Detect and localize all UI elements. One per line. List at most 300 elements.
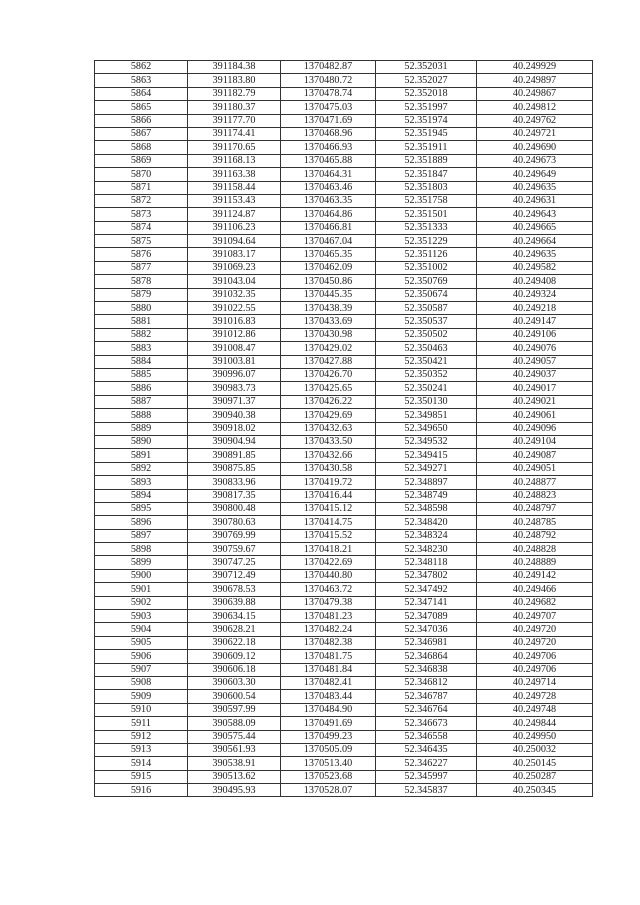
y-coordinate-cell: 1370481.23 — [281, 610, 376, 623]
longitude-cell: 40.249950 — [477, 730, 593, 743]
point-number-cell: 5905 — [95, 636, 188, 649]
y-coordinate-cell: 1370491.69 — [281, 717, 376, 730]
latitude-cell: 52.349851 — [376, 409, 477, 422]
x-coordinate-cell: 390875.85 — [188, 462, 281, 475]
y-coordinate-cell: 1370475.03 — [281, 101, 376, 114]
latitude-cell: 52.349415 — [376, 449, 477, 462]
table-row — [95, 382, 593, 395]
latitude-cell: 52.346864 — [376, 650, 477, 663]
longitude-cell: 40.249706 — [477, 663, 593, 676]
latitude-cell: 52.352027 — [376, 74, 477, 87]
table-row — [95, 556, 593, 569]
y-coordinate-cell: 1370426.70 — [281, 368, 376, 381]
y-coordinate-cell: 1370425.65 — [281, 382, 376, 395]
x-coordinate-cell: 391124.87 — [188, 208, 281, 221]
point-number-cell: 5892 — [95, 462, 188, 475]
latitude-cell: 52.351126 — [376, 248, 477, 261]
y-coordinate-cell: 1370433.50 — [281, 435, 376, 448]
longitude-cell: 40.248785 — [477, 516, 593, 529]
point-number-cell: 5902 — [95, 596, 188, 609]
table-row — [95, 87, 593, 100]
table-row — [95, 717, 593, 730]
y-coordinate-cell: 1370528.07 — [281, 784, 376, 797]
table-row — [95, 663, 593, 676]
longitude-cell: 40.249147 — [477, 315, 593, 328]
x-coordinate-cell: 390628.21 — [188, 623, 281, 636]
y-coordinate-cell: 1370427.88 — [281, 355, 376, 368]
point-number-cell: 5906 — [95, 650, 188, 663]
latitude-cell: 52.351803 — [376, 181, 477, 194]
longitude-cell: 40.249706 — [477, 650, 593, 663]
x-coordinate-cell: 390817.35 — [188, 489, 281, 502]
latitude-cell: 52.348230 — [376, 543, 477, 556]
point-number-cell: 5889 — [95, 422, 188, 435]
y-coordinate-cell: 1370483.44 — [281, 690, 376, 703]
latitude-cell: 52.347802 — [376, 569, 477, 582]
longitude-cell: 40.248828 — [477, 543, 593, 556]
point-number-cell: 5872 — [95, 194, 188, 207]
longitude-cell: 40.249897 — [477, 74, 593, 87]
latitude-cell: 52.350421 — [376, 355, 477, 368]
x-coordinate-cell: 391022.55 — [188, 302, 281, 315]
longitude-cell: 40.249748 — [477, 703, 593, 716]
point-number-cell: 5891 — [95, 449, 188, 462]
table-row — [95, 476, 593, 489]
longitude-cell: 40.249720 — [477, 623, 593, 636]
y-coordinate-cell: 1370462.09 — [281, 261, 376, 274]
y-coordinate-cell: 1370478.74 — [281, 87, 376, 100]
y-coordinate-cell: 1370432.66 — [281, 449, 376, 462]
y-coordinate-cell: 1370463.72 — [281, 583, 376, 596]
x-coordinate-cell: 390678.53 — [188, 583, 281, 596]
longitude-cell: 40.249665 — [477, 221, 593, 234]
longitude-cell: 40.249104 — [477, 435, 593, 448]
table-row — [95, 703, 593, 716]
point-number-cell: 5870 — [95, 168, 188, 181]
x-coordinate-cell: 391153.43 — [188, 194, 281, 207]
latitude-cell: 52.351974 — [376, 114, 477, 127]
y-coordinate-cell: 1370463.35 — [281, 194, 376, 207]
point-number-cell: 5896 — [95, 516, 188, 529]
x-coordinate-cell: 390780.63 — [188, 516, 281, 529]
y-coordinate-cell: 1370429.02 — [281, 342, 376, 355]
table-row — [95, 181, 593, 194]
point-number-cell: 5884 — [95, 355, 188, 368]
table-row — [95, 275, 593, 288]
y-coordinate-cell: 1370466.81 — [281, 221, 376, 234]
y-coordinate-cell: 1370465.35 — [281, 248, 376, 261]
longitude-cell: 40.249466 — [477, 583, 593, 596]
point-number-cell: 5879 — [95, 288, 188, 301]
longitude-cell: 40.249720 — [477, 636, 593, 649]
latitude-cell: 52.352031 — [376, 61, 477, 74]
x-coordinate-cell: 391069.23 — [188, 261, 281, 274]
table-row — [95, 409, 593, 422]
table-row — [95, 168, 593, 181]
y-coordinate-cell: 1370471.69 — [281, 114, 376, 127]
table-row — [95, 315, 593, 328]
table-row — [95, 114, 593, 127]
x-coordinate-cell: 391106.23 — [188, 221, 281, 234]
latitude-cell: 52.351889 — [376, 154, 477, 167]
latitude-cell: 52.348420 — [376, 516, 477, 529]
latitude-cell: 52.351911 — [376, 141, 477, 154]
longitude-cell: 40.249057 — [477, 355, 593, 368]
latitude-cell: 52.350587 — [376, 302, 477, 315]
latitude-cell: 52.351997 — [376, 101, 477, 114]
longitude-cell: 40.249812 — [477, 101, 593, 114]
latitude-cell: 52.351758 — [376, 194, 477, 207]
table-row — [95, 395, 593, 408]
y-coordinate-cell: 1370433.69 — [281, 315, 376, 328]
x-coordinate-cell: 391008.47 — [188, 342, 281, 355]
table-row — [95, 261, 593, 274]
table-row — [95, 422, 593, 435]
point-number-cell: 5887 — [95, 395, 188, 408]
table-row — [95, 355, 593, 368]
latitude-cell: 52.346227 — [376, 757, 477, 770]
y-coordinate-cell: 1370450.86 — [281, 275, 376, 288]
table-row — [95, 154, 593, 167]
x-coordinate-cell: 390609.12 — [188, 650, 281, 663]
table-row — [95, 650, 593, 663]
latitude-cell: 52.351945 — [376, 127, 477, 140]
y-coordinate-cell: 1370467.04 — [281, 235, 376, 248]
longitude-cell: 40.249635 — [477, 248, 593, 261]
table-row — [95, 248, 593, 261]
table-row — [95, 743, 593, 756]
x-coordinate-cell: 390891.85 — [188, 449, 281, 462]
x-coordinate-cell: 391183.80 — [188, 74, 281, 87]
coordinates-table-body — [95, 61, 593, 797]
latitude-cell: 52.350769 — [376, 275, 477, 288]
latitude-cell: 52.347141 — [376, 596, 477, 609]
point-number-cell: 5888 — [95, 409, 188, 422]
point-number-cell: 5910 — [95, 703, 188, 716]
point-number-cell: 5903 — [95, 610, 188, 623]
latitude-cell: 52.351229 — [376, 235, 477, 248]
point-number-cell: 5873 — [95, 208, 188, 221]
y-coordinate-cell: 1370482.41 — [281, 676, 376, 689]
table-row — [95, 770, 593, 783]
longitude-cell: 40.249649 — [477, 168, 593, 181]
latitude-cell: 52.348749 — [376, 489, 477, 502]
point-number-cell: 5914 — [95, 757, 188, 770]
point-number-cell: 5908 — [95, 676, 188, 689]
table-row — [95, 676, 593, 689]
table-row — [95, 610, 593, 623]
table-row — [95, 583, 593, 596]
x-coordinate-cell: 390983.73 — [188, 382, 281, 395]
x-coordinate-cell: 391168.13 — [188, 154, 281, 167]
y-coordinate-cell: 1370416.44 — [281, 489, 376, 502]
longitude-cell: 40.249021 — [477, 395, 593, 408]
latitude-cell: 52.345997 — [376, 770, 477, 783]
x-coordinate-cell: 390833.96 — [188, 476, 281, 489]
y-coordinate-cell: 1370430.98 — [281, 328, 376, 341]
y-coordinate-cell: 1370429.69 — [281, 409, 376, 422]
point-number-cell: 5911 — [95, 717, 188, 730]
point-number-cell: 5881 — [95, 315, 188, 328]
x-coordinate-cell: 391182.79 — [188, 87, 281, 100]
point-number-cell: 5912 — [95, 730, 188, 743]
table-row — [95, 449, 593, 462]
longitude-cell: 40.249408 — [477, 275, 593, 288]
longitude-cell: 40.249635 — [477, 181, 593, 194]
latitude-cell: 52.346838 — [376, 663, 477, 676]
x-coordinate-cell: 390561.93 — [188, 743, 281, 756]
table-row — [95, 302, 593, 315]
y-coordinate-cell: 1370438.39 — [281, 302, 376, 315]
table-row — [95, 489, 593, 502]
longitude-cell: 40.249096 — [477, 422, 593, 435]
table-row — [95, 502, 593, 515]
latitude-cell: 52.350130 — [376, 395, 477, 408]
point-number-cell: 5877 — [95, 261, 188, 274]
y-coordinate-cell: 1370426.22 — [281, 395, 376, 408]
y-coordinate-cell: 1370523.68 — [281, 770, 376, 783]
latitude-cell: 52.350674 — [376, 288, 477, 301]
latitude-cell: 52.350463 — [376, 342, 477, 355]
y-coordinate-cell: 1370415.52 — [281, 529, 376, 542]
x-coordinate-cell: 390747.25 — [188, 556, 281, 569]
longitude-cell: 40.249664 — [477, 235, 593, 248]
longitude-cell: 40.250145 — [477, 757, 593, 770]
latitude-cell: 52.348324 — [376, 529, 477, 542]
point-number-cell: 5894 — [95, 489, 188, 502]
y-coordinate-cell: 1370484.90 — [281, 703, 376, 716]
point-number-cell: 5865 — [95, 101, 188, 114]
longitude-cell: 40.249582 — [477, 261, 593, 274]
latitude-cell: 52.351002 — [376, 261, 477, 274]
point-number-cell: 5866 — [95, 114, 188, 127]
x-coordinate-cell: 390971.37 — [188, 395, 281, 408]
longitude-cell: 40.249106 — [477, 328, 593, 341]
table-row — [95, 462, 593, 475]
longitude-cell: 40.249762 — [477, 114, 593, 127]
longitude-cell: 40.248823 — [477, 489, 593, 502]
longitude-cell: 40.250287 — [477, 770, 593, 783]
y-coordinate-cell: 1370464.86 — [281, 208, 376, 221]
table-row — [95, 342, 593, 355]
longitude-cell: 40.249673 — [477, 154, 593, 167]
x-coordinate-cell: 391158.44 — [188, 181, 281, 194]
point-number-cell: 5913 — [95, 743, 188, 756]
longitude-cell: 40.249929 — [477, 61, 593, 74]
table-row — [95, 208, 593, 221]
x-coordinate-cell: 390918.02 — [188, 422, 281, 435]
table-row — [95, 221, 593, 234]
longitude-cell: 40.249218 — [477, 302, 593, 315]
point-number-cell: 5900 — [95, 569, 188, 582]
table-row — [95, 730, 593, 743]
point-number-cell: 5895 — [95, 502, 188, 515]
x-coordinate-cell: 390597.99 — [188, 703, 281, 716]
x-coordinate-cell: 391016.83 — [188, 315, 281, 328]
latitude-cell: 52.347036 — [376, 623, 477, 636]
point-number-cell: 5869 — [95, 154, 188, 167]
longitude-cell: 40.250345 — [477, 784, 593, 797]
y-coordinate-cell: 1370480.72 — [281, 74, 376, 87]
y-coordinate-cell: 1370466.93 — [281, 141, 376, 154]
x-coordinate-cell: 390634.15 — [188, 610, 281, 623]
table-row — [95, 543, 593, 556]
point-number-cell: 5880 — [95, 302, 188, 315]
point-number-cell: 5886 — [95, 382, 188, 395]
longitude-cell: 40.250032 — [477, 743, 593, 756]
x-coordinate-cell: 391003.81 — [188, 355, 281, 368]
point-number-cell: 5883 — [95, 342, 188, 355]
latitude-cell: 52.347089 — [376, 610, 477, 623]
latitude-cell: 52.349271 — [376, 462, 477, 475]
table-row — [95, 61, 593, 74]
x-coordinate-cell: 390575.44 — [188, 730, 281, 743]
latitude-cell: 52.350241 — [376, 382, 477, 395]
point-number-cell: 5890 — [95, 435, 188, 448]
x-coordinate-cell: 390538.91 — [188, 757, 281, 770]
longitude-cell: 40.249844 — [477, 717, 593, 730]
y-coordinate-cell: 1370479.38 — [281, 596, 376, 609]
point-number-cell: 5874 — [95, 221, 188, 234]
point-number-cell: 5867 — [95, 127, 188, 140]
y-coordinate-cell: 1370505.09 — [281, 743, 376, 756]
table-row — [95, 516, 593, 529]
latitude-cell: 52.348897 — [376, 476, 477, 489]
longitude-cell: 40.248792 — [477, 529, 593, 542]
point-number-cell: 5899 — [95, 556, 188, 569]
y-coordinate-cell: 1370422.69 — [281, 556, 376, 569]
latitude-cell: 52.346764 — [376, 703, 477, 716]
longitude-cell: 40.249721 — [477, 127, 593, 140]
table-row — [95, 435, 593, 448]
point-number-cell: 5868 — [95, 141, 188, 154]
point-number-cell: 5864 — [95, 87, 188, 100]
x-coordinate-cell: 390603.30 — [188, 676, 281, 689]
x-coordinate-cell: 390600.54 — [188, 690, 281, 703]
x-coordinate-cell: 391032.35 — [188, 288, 281, 301]
point-number-cell: 5876 — [95, 248, 188, 261]
longitude-cell: 40.248797 — [477, 502, 593, 515]
y-coordinate-cell: 1370419.72 — [281, 476, 376, 489]
x-coordinate-cell: 390759.67 — [188, 543, 281, 556]
latitude-cell: 52.346981 — [376, 636, 477, 649]
table-row — [95, 74, 593, 87]
table-row — [95, 194, 593, 207]
point-number-cell: 5907 — [95, 663, 188, 676]
x-coordinate-cell: 390639.88 — [188, 596, 281, 609]
point-number-cell: 5863 — [95, 74, 188, 87]
point-number-cell: 5871 — [95, 181, 188, 194]
point-number-cell: 5878 — [95, 275, 188, 288]
table-row — [95, 569, 593, 582]
point-number-cell: 5875 — [95, 235, 188, 248]
latitude-cell: 52.348118 — [376, 556, 477, 569]
x-coordinate-cell: 391163.38 — [188, 168, 281, 181]
latitude-cell: 52.346812 — [376, 676, 477, 689]
y-coordinate-cell: 1370430.58 — [281, 462, 376, 475]
latitude-cell: 52.350502 — [376, 328, 477, 341]
table-row — [95, 636, 593, 649]
x-coordinate-cell: 390622.18 — [188, 636, 281, 649]
y-coordinate-cell: 1370513.40 — [281, 757, 376, 770]
latitude-cell: 52.350352 — [376, 368, 477, 381]
y-coordinate-cell: 1370481.84 — [281, 663, 376, 676]
longitude-cell: 40.249087 — [477, 449, 593, 462]
x-coordinate-cell: 390800.48 — [188, 502, 281, 515]
x-coordinate-cell: 391177.70 — [188, 114, 281, 127]
x-coordinate-cell: 391094.64 — [188, 235, 281, 248]
table-row — [95, 757, 593, 770]
table-row — [95, 784, 593, 797]
y-coordinate-cell: 1370499.23 — [281, 730, 376, 743]
point-number-cell: 5897 — [95, 529, 188, 542]
latitude-cell: 52.348598 — [376, 502, 477, 515]
latitude-cell: 52.346558 — [376, 730, 477, 743]
longitude-cell: 40.249728 — [477, 690, 593, 703]
x-coordinate-cell: 391180.37 — [188, 101, 281, 114]
table-row — [95, 596, 593, 609]
y-coordinate-cell: 1370482.38 — [281, 636, 376, 649]
latitude-cell: 52.351847 — [376, 168, 477, 181]
y-coordinate-cell: 1370482.24 — [281, 623, 376, 636]
latitude-cell: 52.346435 — [376, 743, 477, 756]
table-row — [95, 101, 593, 114]
longitude-cell: 40.249076 — [477, 342, 593, 355]
y-coordinate-cell: 1370464.31 — [281, 168, 376, 181]
longitude-cell: 40.248877 — [477, 476, 593, 489]
y-coordinate-cell: 1370465.88 — [281, 154, 376, 167]
longitude-cell: 40.248889 — [477, 556, 593, 569]
point-number-cell: 5909 — [95, 690, 188, 703]
y-coordinate-cell: 1370481.75 — [281, 650, 376, 663]
latitude-cell: 52.349532 — [376, 435, 477, 448]
table-row — [95, 328, 593, 341]
y-coordinate-cell: 1370414.75 — [281, 516, 376, 529]
longitude-cell: 40.249643 — [477, 208, 593, 221]
table-row — [95, 690, 593, 703]
coordinates-table — [94, 60, 593, 797]
point-number-cell: 5904 — [95, 623, 188, 636]
longitude-cell: 40.249051 — [477, 462, 593, 475]
point-number-cell: 5901 — [95, 583, 188, 596]
point-number-cell: 5915 — [95, 770, 188, 783]
x-coordinate-cell: 391174.41 — [188, 127, 281, 140]
table-row — [95, 235, 593, 248]
longitude-cell: 40.249142 — [477, 569, 593, 582]
table-row — [95, 368, 593, 381]
y-coordinate-cell: 1370440.80 — [281, 569, 376, 582]
x-coordinate-cell: 390588.09 — [188, 717, 281, 730]
point-number-cell: 5898 — [95, 543, 188, 556]
y-coordinate-cell: 1370468.96 — [281, 127, 376, 140]
latitude-cell: 52.351501 — [376, 208, 477, 221]
y-coordinate-cell: 1370415.12 — [281, 502, 376, 515]
x-coordinate-cell: 390606.18 — [188, 663, 281, 676]
y-coordinate-cell: 1370445.35 — [281, 288, 376, 301]
table-row — [95, 288, 593, 301]
point-number-cell: 5893 — [95, 476, 188, 489]
longitude-cell: 40.249061 — [477, 409, 593, 422]
y-coordinate-cell: 1370418.21 — [281, 543, 376, 556]
longitude-cell: 40.249037 — [477, 368, 593, 381]
x-coordinate-cell: 391170.65 — [188, 141, 281, 154]
longitude-cell: 40.249682 — [477, 596, 593, 609]
table-row — [95, 529, 593, 542]
longitude-cell: 40.249714 — [477, 676, 593, 689]
table-row — [95, 127, 593, 140]
x-coordinate-cell: 391012.86 — [188, 328, 281, 341]
y-coordinate-cell: 1370432.63 — [281, 422, 376, 435]
